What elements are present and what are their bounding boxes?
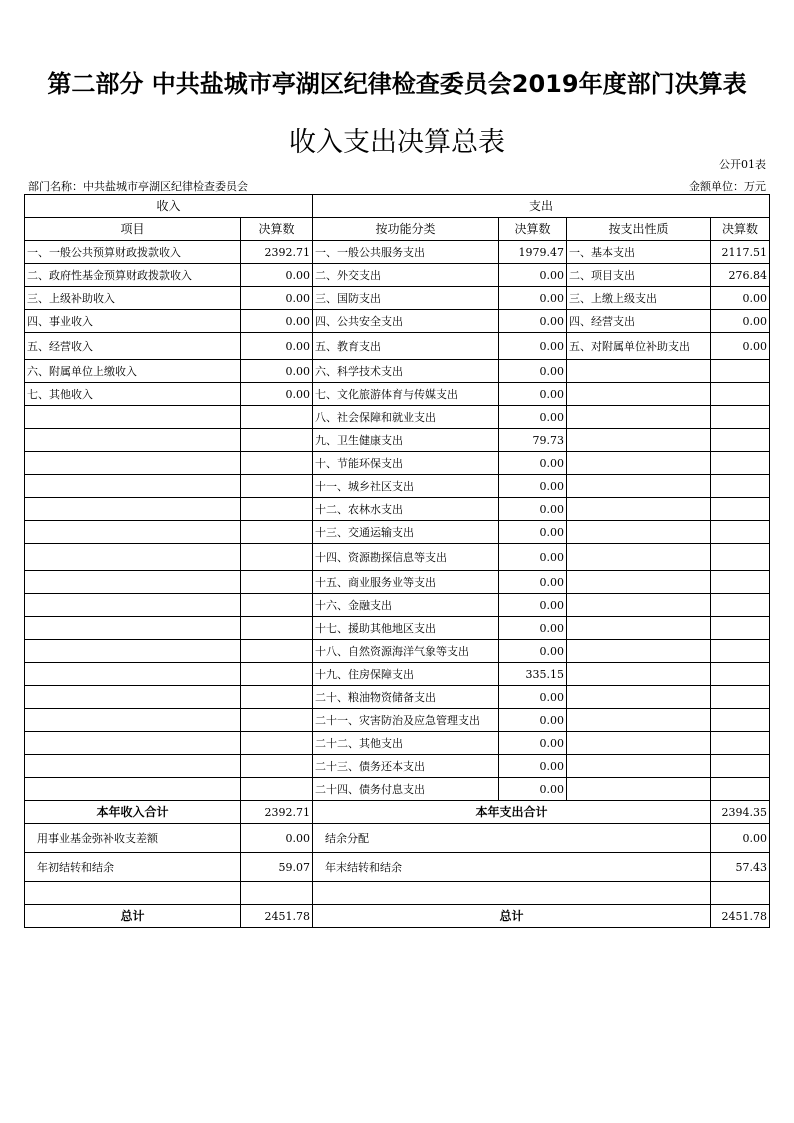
empty-cell [711,617,770,640]
income-total-label: 本年收入合计 [25,801,241,824]
function-item-value: 0.00 [499,333,567,360]
empty-cell [567,594,711,617]
function-item-label: 二十三、债务还本支出 [313,755,499,778]
empty-cell [711,709,770,732]
income-item-value: 0.00 [241,264,313,287]
income-item-value: 0.00 [241,287,313,310]
empty-cell [711,686,770,709]
empty-cell [25,663,241,686]
function-item-label: 二十二、其他支出 [313,732,499,755]
empty-cell [241,663,313,686]
function-item-label: 七、文化旅游体育与传媒支出 [313,383,499,406]
function-item-label: 二十、粮油物资储备支出 [313,686,499,709]
closing-balance-label: 年末结转和结余 [313,853,711,882]
table-row [25,360,770,383]
empty-cell [241,475,313,498]
empty-cell [25,498,241,521]
table-row [25,663,770,686]
empty-cell [711,732,770,755]
function-item-value: 0.00 [499,709,567,732]
empty-cell [25,640,241,663]
empty-cell [241,617,313,640]
empty-cell [567,452,711,475]
function-item-value: 0.00 [499,755,567,778]
empty-cell [241,594,313,617]
closing-balance-value: 57.43 [711,853,770,882]
income-item-label: 六、附属单位上缴收入 [25,360,241,383]
function-item-value: 0.00 [499,571,567,594]
function-item-value: 335.15 [499,663,567,686]
income-item-label: 一、一般公共预算财政拨款收入 [25,241,241,264]
empty-cell [711,755,770,778]
header-row-1 [25,195,770,218]
empty-cell [25,617,241,640]
empty-cell [241,640,313,663]
empty-cell [25,686,241,709]
balance-row [25,853,770,882]
table-row [25,406,770,429]
table-row [25,755,770,778]
empty-cell [567,755,711,778]
nature-item-label: 五、对附属单位补助支出 [567,333,711,360]
table-row [25,640,770,663]
grand-total-label-left: 总计 [25,905,241,928]
expense-total-label: 本年支出合计 [313,801,711,824]
function-item-label: 三、国防支出 [313,287,499,310]
empty-cell [567,686,711,709]
function-item-label: 十八、自然资源海洋气象等支出 [313,640,499,663]
income-item-value: 0.00 [241,333,313,360]
function-item-label: 五、教育支出 [313,333,499,360]
function-item-label: 四、公共安全支出 [313,310,499,333]
nature-item-label: 一、基本支出 [567,241,711,264]
page-title: 第二部分 中共盐城市亭湖区纪律检查委员会2019年度部门决算表 [47,70,747,98]
empty-cell [567,617,711,640]
blank-cell [313,882,711,905]
empty-cell [567,571,711,594]
income-item-label: 七、其他收入 [25,383,241,406]
function-item-label: 二、外交支出 [313,264,499,287]
income-item-label: 二、政府性基金预算财政拨款收入 [25,264,241,287]
totals-section [25,801,770,928]
table-row [25,732,770,755]
nature-amount-header: 决算数 [711,218,770,241]
empty-cell [567,383,711,406]
reserve-fund-label: 用事业基金弥补收支差额 [25,824,241,853]
department-name: 部门名称：中共盐城市亭湖区纪律检查委员会 [28,180,248,193]
function-item-value: 0.00 [499,778,567,801]
nature-item-value: 0.00 [711,310,770,333]
table-row [25,452,770,475]
surplus-distribution-value: 0.00 [711,824,770,853]
empty-cell [25,452,241,475]
function-item-value: 0.00 [499,264,567,287]
empty-cell [241,686,313,709]
nature-class-header: 按支出性质 [567,218,711,241]
table-body [25,195,770,801]
empty-cell [25,521,241,544]
empty-cell [711,778,770,801]
empty-cell [567,544,711,571]
empty-cell [241,498,313,521]
function-item-value: 0.00 [499,686,567,709]
empty-cell [241,571,313,594]
function-item-value: 0.00 [499,287,567,310]
function-item-label: 十、节能环保支出 [313,452,499,475]
income-item-label: 五、经营收入 [25,333,241,360]
table-row [25,241,770,264]
empty-cell [711,406,770,429]
blank-cell [241,882,313,905]
grand-total-value-right: 2451.78 [711,905,770,928]
function-item-value: 0.00 [499,544,567,571]
grand-total-value-left: 2451.78 [241,905,313,928]
table-row [25,475,770,498]
empty-cell [711,498,770,521]
income-expense-table [24,194,770,928]
function-item-value: 0.00 [499,360,567,383]
annual-total-row [25,801,770,824]
empty-cell [25,429,241,452]
empty-cell [241,709,313,732]
empty-cell [567,640,711,663]
function-item-value: 0.00 [499,310,567,333]
function-item-value: 0.00 [499,406,567,429]
table-row [25,686,770,709]
blank-cell [711,882,770,905]
reserve-row [25,824,770,853]
nature-item-value: 276.84 [711,264,770,287]
empty-cell [711,594,770,617]
item-header: 项目 [25,218,241,241]
table-row [25,571,770,594]
table-row [25,709,770,732]
grand-total-row [25,905,770,928]
income-amount-header: 决算数 [241,218,313,241]
function-item-value: 0.00 [499,594,567,617]
nature-item-value: 0.00 [711,287,770,310]
function-class-header: 按功能分类 [313,218,499,241]
function-item-label: 十九、住房保障支出 [313,663,499,686]
table-row [25,521,770,544]
table-row [25,544,770,571]
empty-cell [25,475,241,498]
table-row [25,310,770,333]
empty-cell [25,778,241,801]
table-row [25,429,770,452]
income-item-value: 2392.71 [241,241,313,264]
income-total-value: 2392.71 [241,801,313,824]
empty-cell [25,544,241,571]
empty-cell [25,755,241,778]
empty-cell [711,383,770,406]
empty-cell [711,544,770,571]
empty-cell [25,571,241,594]
function-item-label: 二十四、债务付息支出 [313,778,499,801]
income-item-value: 0.00 [241,383,313,406]
nature-item-value: 0.00 [711,333,770,360]
empty-cell [711,571,770,594]
table-row [25,617,770,640]
empty-cell [25,594,241,617]
function-item-value: 0.00 [499,617,567,640]
empty-cell [711,360,770,383]
function-item-value: 0.00 [499,521,567,544]
reserve-fund-value: 0.00 [241,824,313,853]
opening-balance-value: 59.07 [241,853,313,882]
function-item-value: 1979.47 [499,241,567,264]
income-header: 收入 [25,195,313,218]
table-row [25,594,770,617]
surplus-distribution-label: 结余分配 [313,824,711,853]
empty-cell [567,498,711,521]
income-item-value: 0.00 [241,310,313,333]
nature-item-value: 2117.51 [711,241,770,264]
amount-unit: 金额单位：万元 [689,180,766,193]
table-row [25,778,770,801]
form-code: 公开01表 [719,158,766,171]
empty-cell [241,778,313,801]
header-row-2 [25,218,770,241]
function-item-label: 十二、农林水支出 [313,498,499,521]
income-item-value: 0.00 [241,360,313,383]
function-item-value: 79.73 [499,429,567,452]
table-row [25,498,770,521]
table-row [25,333,770,360]
empty-cell [567,732,711,755]
blank-row [25,882,770,905]
opening-balance-label: 年初结转和结余 [25,853,241,882]
empty-cell [241,755,313,778]
empty-cell [567,406,711,429]
income-item-label: 四、事业收入 [25,310,241,333]
table-subtitle: 收入支出决算总表 [289,127,505,158]
function-item-label: 十四、资源勘探信息等支出 [313,544,499,571]
expense-total-value: 2394.35 [711,801,770,824]
empty-cell [711,521,770,544]
empty-cell [567,429,711,452]
function-item-label: 十五、商业服务业等支出 [313,571,499,594]
empty-cell [711,429,770,452]
income-item-label: 三、上级补助收入 [25,287,241,310]
function-item-label: 一、一般公共服务支出 [313,241,499,264]
function-item-label: 十六、金融支出 [313,594,499,617]
empty-cell [711,663,770,686]
function-item-label: 十三、交通运输支出 [313,521,499,544]
blank-cell [25,882,241,905]
empty-cell [25,406,241,429]
empty-cell [711,640,770,663]
empty-cell [25,709,241,732]
function-item-value: 0.00 [499,383,567,406]
empty-cell [567,521,711,544]
function-item-value: 0.00 [499,498,567,521]
grand-total-label-right: 总计 [313,905,711,928]
function-item-label: 二十一、灾害防治及应急管理支出 [313,709,499,732]
empty-cell [241,406,313,429]
empty-cell [567,663,711,686]
function-item-label: 八、社会保障和就业支出 [313,406,499,429]
empty-cell [241,452,313,475]
function-item-value: 0.00 [499,452,567,475]
table-row [25,287,770,310]
nature-item-label: 二、项目支出 [567,264,711,287]
function-item-value: 0.00 [499,732,567,755]
empty-cell [567,475,711,498]
empty-cell [241,521,313,544]
empty-cell [241,544,313,571]
empty-cell [567,360,711,383]
nature-item-label: 四、经营支出 [567,310,711,333]
function-item-value: 0.00 [499,640,567,663]
function-item-value: 0.00 [499,475,567,498]
function-amount-header: 决算数 [499,218,567,241]
empty-cell [711,452,770,475]
empty-cell [241,429,313,452]
empty-cell [711,475,770,498]
function-item-label: 十一、城乡社区支出 [313,475,499,498]
function-item-label: 十七、援助其他地区支出 [313,617,499,640]
table-row [25,383,770,406]
empty-cell [567,778,711,801]
empty-cell [241,732,313,755]
expense-header: 支出 [313,195,770,218]
table-row [25,264,770,287]
empty-cell [567,709,711,732]
empty-cell [25,732,241,755]
nature-item-label: 三、上缴上级支出 [567,287,711,310]
function-item-label: 九、卫生健康支出 [313,429,499,452]
function-item-label: 六、科学技术支出 [313,360,499,383]
